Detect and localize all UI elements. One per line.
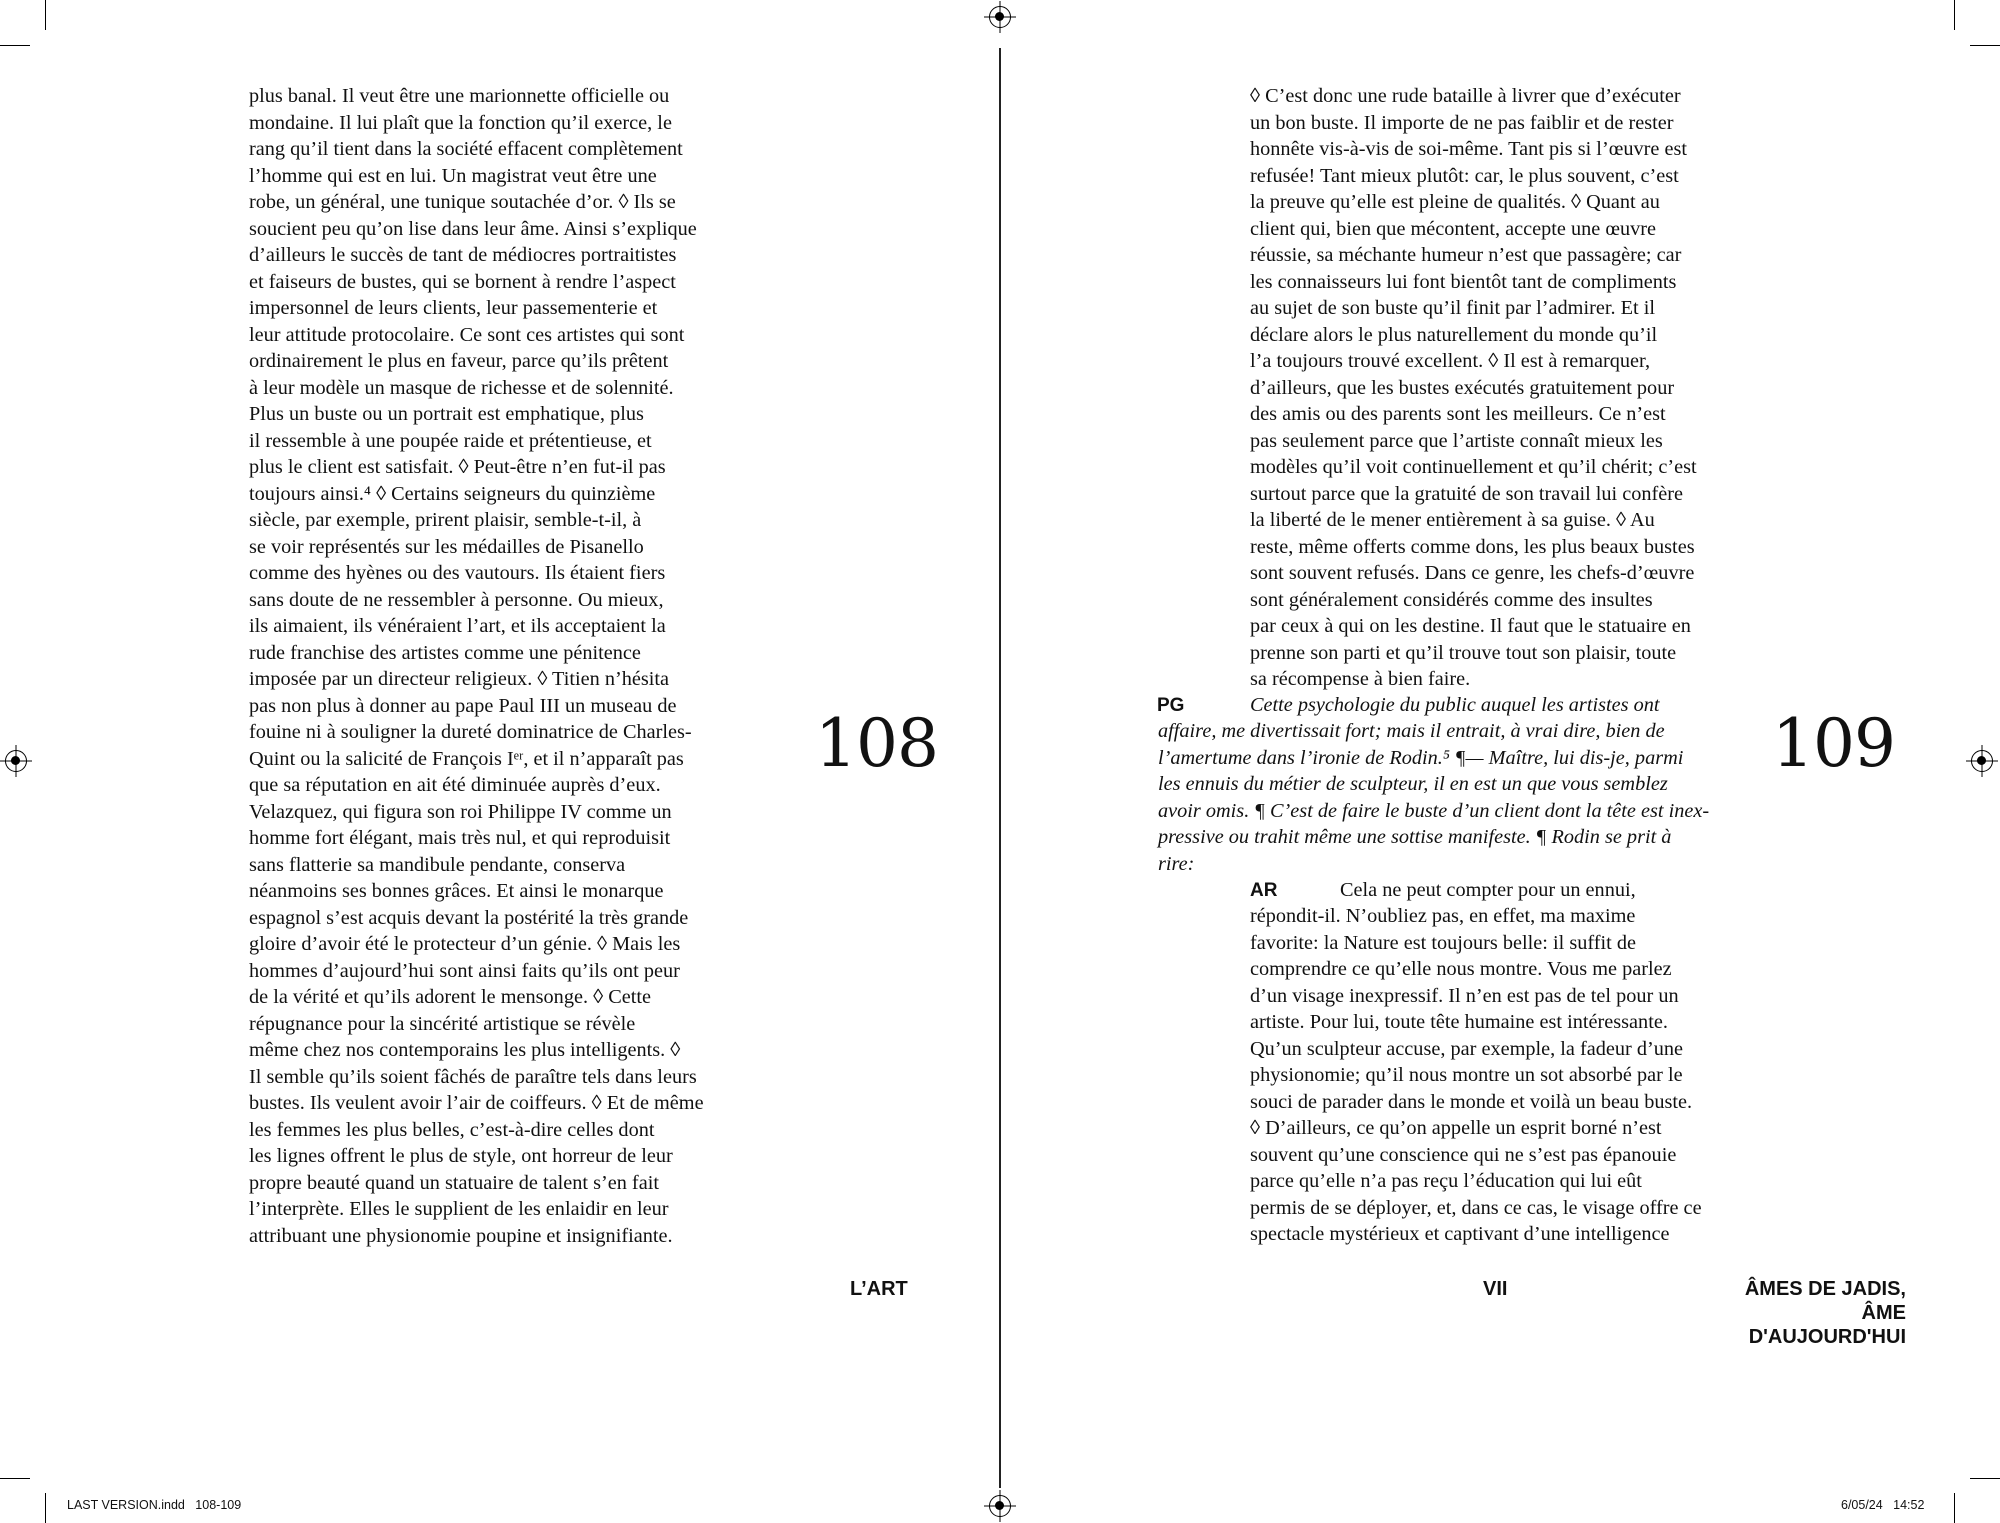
text-line: que sa réputation en ait été diminuée auprès d’eux. [249, 774, 661, 796]
right-page-body-text [1250, 83, 1697, 693]
text-line: souci de parader dans le monde et voilà un beau buste. [1250, 1090, 1693, 1113]
text-line: ◊ C’est donc une rude bataille à livrer que d’exécuter [1250, 85, 1681, 107]
text-line: comme des hyènes ou des vautours. Ils étaient fiers [249, 562, 666, 584]
text-line: ils aimaient, ils vénéraient l’art, et ils acceptaient la [249, 615, 666, 637]
text-line: permis de se déployer, et, dans ce cas, le visage offre ce [1250, 1196, 1702, 1219]
spine-line [999, 48, 1001, 1488]
text-line: mondaine. Il lui plaît que la fonction qu’il exerce, le [249, 111, 672, 134]
text-line: comprendre ce qu’elle nous montre. Vous me parlez [1250, 958, 1672, 980]
text-line: soucient peu qu’on lise dans leur âme. Ainsi s’explique [249, 217, 697, 240]
text-line: sont généralement considérés comme des insultes [1250, 588, 1653, 611]
text-line: se voir représentés sur les médailles de Pisanello [249, 535, 644, 558]
text-line: avoir omis. ¶ C’est de faire le buste d’un client dont la tête est inex- [1158, 799, 1710, 822]
text-line: pas non plus à donner au pape Paul III un museau de [249, 694, 677, 717]
text-line: rang qu’il tient dans la société effacent complètement [249, 138, 683, 160]
text-line: sont souvent refusés. Dans ce genre, les chefs-d’œuvre [1250, 562, 1695, 584]
text-line: par ceux à qui on les destine. Il faut que le statuaire en [1250, 615, 1691, 637]
text-line: d’un visage inexpressif. Il n’en est pas de tel pour un [1250, 984, 1679, 1007]
chapter-number: VII [1483, 1278, 1508, 1300]
text-line: un bon buste. Il importe de ne pas faiblir et de rester [1250, 111, 1674, 134]
text-line: affaire, me divertissait fort; mais il entrait, à vrai dire, bien de [1158, 720, 1665, 742]
text-line: parce qu’elle n’a pas reçu l’éducation qui lui eût [1250, 1170, 1642, 1192]
text-line: spectacle mystérieux et captivant d’une intelligence [1250, 1223, 1670, 1245]
text-line: sans doute de ne ressembler à personne. Ou mieux, [249, 588, 664, 611]
text-line: l’a toujours trouvé excellent. ◊ Il est à remarquer, [1250, 350, 1651, 372]
speaker-label-ar: AR [1250, 880, 1278, 901]
crop-mark [45, 1493, 46, 1523]
text-line: les ennuis du métier de sculpteur, il en est un que vous semblez [1158, 773, 1668, 795]
slug-date-time: 6/05/24 14:52 [1841, 1498, 1925, 1512]
text-line: artiste. Pour lui, toute tête humaine est intéressante. [1250, 1011, 1668, 1033]
text-line: réussie, sa méchante humeur n’est que passagère; car [1250, 244, 1682, 266]
crop-mark [0, 45, 30, 46]
pg-dialogue-first-line: Cette psychologie du public auquel les artistes ont [1250, 694, 1660, 716]
registration-mark-icon [1971, 750, 1993, 772]
text-line: prenne son parti et qu’il trouve tout son plaisir, toute [1250, 641, 1677, 664]
text-line: au sujet de son buste qu’il finit par l’admirer. Et il [1250, 297, 1655, 319]
text-line: siècle, par exemple, prirent plaisir, semble-t-il, à [249, 509, 642, 531]
text-line: physionomie; qu’il nous montre un sot absorbé par le [1250, 1064, 1683, 1086]
text-line: des amis ou des parents sont les meilleurs. Ce n’est [1250, 403, 1666, 425]
right-running-head [1700, 1277, 1906, 1349]
text-line: les lignes offrent le plus de style, ont horreur de leur [249, 1145, 673, 1167]
text-line: favorite: la Nature est toujours belle: il suffit de [1250, 931, 1636, 954]
pg-dialogue-text [1158, 718, 1709, 877]
text-line: rude franchise des artistes comme une pénitence [249, 641, 641, 664]
text-line: déclare alors le plus naturellement du monde qu’il [1250, 323, 1658, 346]
crop-mark [1954, 0, 1955, 30]
ar-dialogue-first-line: Cela ne peut compter pour un ennui, [1340, 879, 1636, 901]
text-line: Il semble qu’ils soient fâchés de paraître tels dans leurs [249, 1065, 697, 1088]
text-line: bustes. Ils veulent avoir l’air de coiffeurs. ◊ Et de même [249, 1092, 704, 1114]
text-line: sa récompense à bien faire. [1250, 668, 1471, 690]
text-line: l’amertume dans l’ironie de Rodin.⁵ ¶— Maître, lui dis-je, parmi [1158, 746, 1684, 769]
crop-mark [0, 1478, 30, 1479]
text-line: pressive ou trahit même une sottise manifeste. ¶ Rodin se prit à [1158, 826, 1672, 848]
crop-mark [1954, 1493, 1955, 1523]
text-line: honnête vis-à-vis de soi-même. Tant pis si l’œuvre est [1250, 138, 1687, 160]
text-line: la liberté de le mener entièrement à sa guise. ◊ Au [1250, 509, 1655, 531]
text-line: toujours ainsi.⁴ ◊ Certains seigneurs du quinzième [249, 482, 656, 505]
text-line: même chez nos contemporains les plus intelligents. ◊ [249, 1039, 681, 1061]
text-line: rire: [1158, 852, 1195, 875]
text-line: répondit-il. N’oubliez pas, en effet, ma maxime [1250, 905, 1636, 927]
crop-mark [45, 0, 46, 30]
right-page-number: 109 [1772, 705, 1895, 782]
running-head-line-2: ÂME D'AUJOURD'HUI [1748, 1302, 1906, 1348]
running-head-line-1: ÂMES DE JADIS, [1744, 1278, 1906, 1300]
text-line: espagnol s’est acquis devant la postérité la très grande [249, 906, 689, 929]
text-line: homme fort élégant, mais très nul, et qui reproduisit [249, 827, 671, 849]
text-line: Qu’un sculpteur accuse, par exemple, la fadeur d’une [1250, 1037, 1684, 1060]
text-line: plus banal. Il veut être une marionnette officielle ou [249, 85, 670, 107]
text-line: répugnance pour la sincérité artistique se révèle [249, 1012, 636, 1035]
text-line: imposée par un directeur religieux. ◊ Titien n’hésita [249, 668, 670, 690]
text-line: surtout parce que la gratuité de son travail lui confère [1250, 482, 1684, 505]
text-line: ordinairement le plus en faveur, parce qu’ils prêtent [249, 350, 669, 372]
slug-file-name: LAST VERSION.indd 108-109 [67, 1498, 242, 1512]
text-line: fouine ni à souligner la dureté dominatrice de Charles- [249, 721, 692, 743]
text-line: la preuve qu’elle est pleine de qualités. ◊ Quant au [1250, 191, 1660, 213]
text-line: client qui, bien que mécontent, accepte une œuvre [1250, 217, 1657, 240]
speaker-label-pg: PG [1157, 695, 1185, 716]
registration-mark-icon [989, 6, 1011, 28]
text-line: d’ailleurs le succès de tant de médiocres portraitistes [249, 244, 677, 266]
text-line: les femmes les plus belles, c’est-à-dire celles dont [249, 1118, 655, 1141]
left-page-body-text [249, 83, 704, 1249]
text-line: d’ailleurs, que les bustes exécutés gratuitement pour [1250, 376, 1675, 399]
text-line: à leur modèle un masque de richesse et de solennité. [249, 376, 674, 399]
text-line: de la vérité et qu’ils adorent le mensonge. ◊ Cette [249, 986, 651, 1008]
text-line: modèles qu’il voit continuellement et qu’il chérit; c’est [1250, 456, 1697, 478]
text-line: robe, un général, une tunique soutachée d’or. ◊ Ils se [249, 191, 676, 213]
text-line: sans flatterie sa mandibule pendante, conserva [249, 853, 626, 876]
text-line: Plus un buste ou un portrait est emphatique, plus [249, 403, 644, 425]
text-line: ◊ D’ailleurs, ce qu’on appelle un esprit borné n’est [1250, 1117, 1662, 1139]
text-line: attribuant une physionomie poupine et insignifiante. [249, 1224, 673, 1247]
text-line: Velazquez, qui figura son roi Philippe IV comme un [249, 800, 672, 823]
text-line: souvent qu’une conscience qui ne s’est pas épanouie [1250, 1143, 1677, 1166]
text-line: refusée! Tant mieux plutôt: car, le plus souvent, c’est [1250, 164, 1679, 187]
text-line: hommes d’aujourd’hui sont ainsi faits qu’ils ont peur [249, 959, 680, 982]
text-line: néanmoins ses bonnes grâces. Et ainsi le monarque [249, 880, 664, 902]
crop-mark [1970, 1478, 2000, 1479]
text-line: Quint ou la salicité de François Iᵉʳ, et il n’apparaît pas [249, 747, 684, 770]
text-line: et faiseurs de bustes, qui se bornent à rendre l’aspect [249, 270, 676, 293]
text-line: reste, même offerts comme dons, les plus beaux bustes [1250, 535, 1695, 558]
text-line: l’homme qui est en lui. Un magistrat veut être une [249, 164, 657, 187]
text-line: plus le client est satisfait. ◊ Peut-être n’en fut-il pas [249, 456, 666, 478]
registration-mark-icon [989, 1495, 1011, 1517]
left-page-number: 108 [815, 705, 938, 782]
left-running-head: L’ART [850, 1278, 908, 1300]
text-line: il ressemble à une poupée raide et prétentieuse, et [249, 429, 652, 452]
text-line: leur attitude protocolaire. Ce sont ces artistes qui sont [249, 323, 685, 346]
crop-mark [1970, 45, 2000, 46]
ar-dialogue-text [1250, 903, 1702, 1248]
text-line: propre beauté quand un statuaire de talent s’en fait [249, 1171, 659, 1194]
text-line: impersonnel de leurs clients, leur passementerie et [249, 297, 658, 319]
text-line: les connaisseurs lui font bientôt tant de compliments [1250, 270, 1677, 293]
text-line: l’interprète. Elles le supplient de les enlaidir en leur [249, 1198, 669, 1220]
registration-mark-icon [5, 750, 27, 772]
text-line: gloire d’avoir été le protecteur d’un génie. ◊ Mais les [249, 933, 681, 955]
text-line: pas seulement parce que l’artiste connaît mieux les [1250, 429, 1663, 452]
